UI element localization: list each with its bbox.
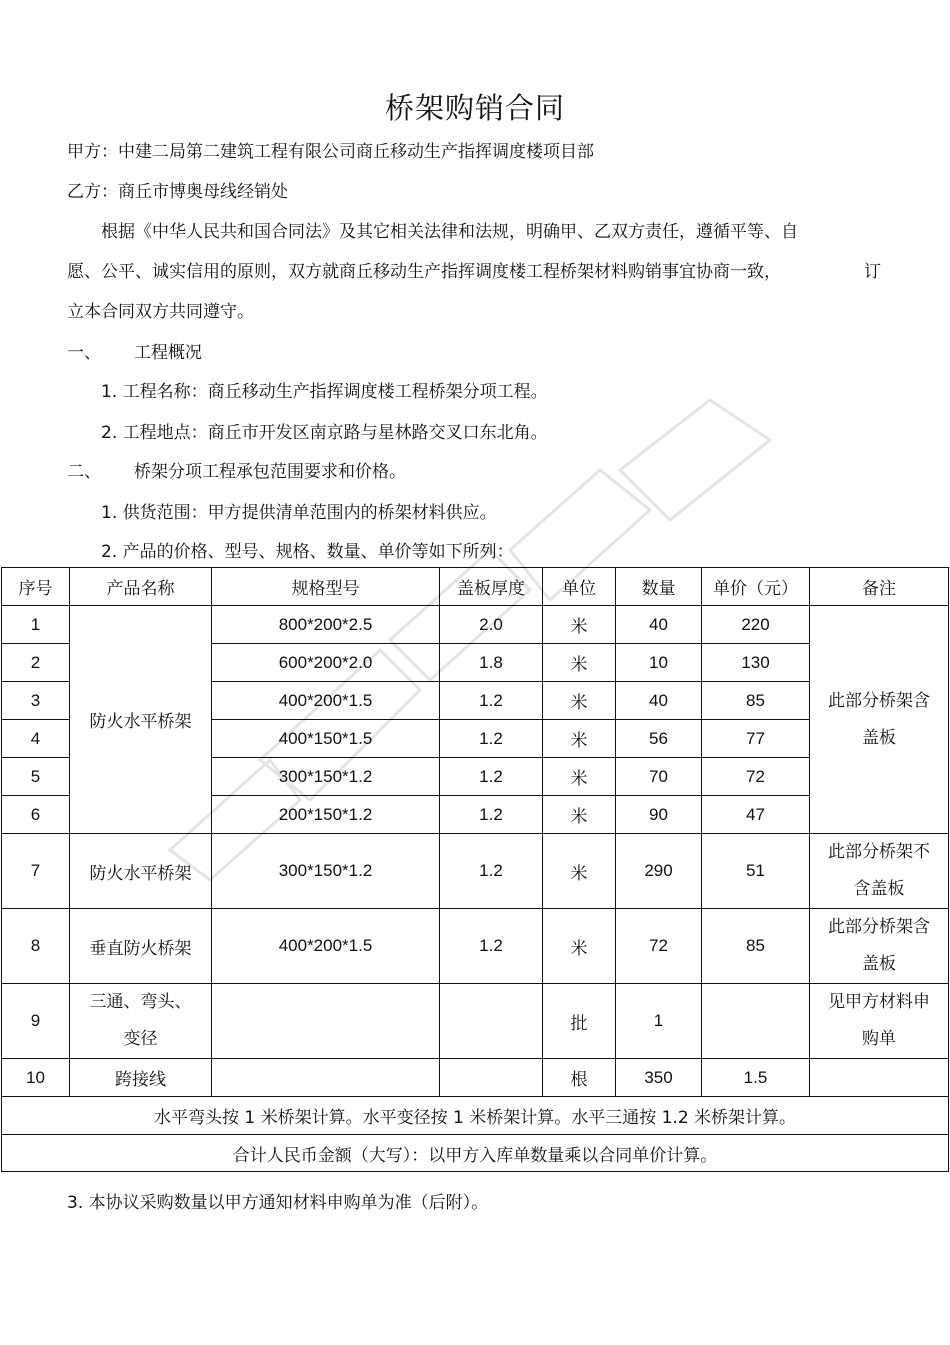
row-price: 51 bbox=[702, 834, 810, 909]
row-no: 7 bbox=[2, 834, 70, 909]
row-thickness: 1.8 bbox=[440, 644, 543, 682]
table-row bbox=[2, 909, 949, 984]
group-product-name: 防火水平桥架 bbox=[70, 606, 212, 834]
row-quantity: 40 bbox=[616, 606, 702, 644]
row-thickness: 1.2 bbox=[440, 758, 543, 796]
row-spec: 800*200*2.5 bbox=[212, 606, 440, 644]
intro-line-1: 根据《中华人民共和国合同法》及其它相关法律和法规，明确甲、乙双方责任，遵循平等、自 bbox=[101, 222, 798, 242]
row-thickness: 1.2 bbox=[440, 909, 543, 984]
row-unit: 米 bbox=[543, 644, 616, 682]
header-name: 产品名称 bbox=[70, 568, 212, 606]
row-price: 85 bbox=[702, 909, 810, 984]
row-spec bbox=[212, 984, 440, 1059]
row-no: 2 bbox=[2, 644, 70, 682]
header-unit: 单位 bbox=[543, 568, 616, 606]
row-unit: 米 bbox=[543, 606, 616, 644]
row-spec: 400*150*1.5 bbox=[212, 720, 440, 758]
row-price: 220 bbox=[702, 606, 810, 644]
row-note bbox=[810, 1059, 949, 1097]
row-note bbox=[810, 834, 949, 909]
row-quantity: 90 bbox=[616, 796, 702, 834]
intro-line-2-end: 订 bbox=[864, 262, 881, 282]
row-quantity: 72 bbox=[616, 909, 702, 984]
row-note-line-2: 购单 bbox=[862, 1029, 896, 1049]
row-thickness: 1.2 bbox=[440, 682, 543, 720]
row-spec: 600*200*2.0 bbox=[212, 644, 440, 682]
header-note: 备注 bbox=[810, 568, 949, 606]
price-table bbox=[1, 567, 949, 1172]
row-quantity: 290 bbox=[616, 834, 702, 909]
row-note-line-2: 含盖板 bbox=[853, 879, 905, 899]
row-quantity: 40 bbox=[616, 682, 702, 720]
row-unit: 米 bbox=[543, 758, 616, 796]
group-note-line-2: 盖板 bbox=[862, 727, 896, 748]
row-spec: 400*200*1.5 bbox=[212, 682, 440, 720]
row-no: 1 bbox=[2, 606, 70, 644]
row-price bbox=[702, 984, 810, 1059]
row-spec bbox=[212, 1059, 440, 1097]
row-no: 8 bbox=[2, 909, 70, 984]
row-thickness bbox=[440, 984, 543, 1059]
row-no: 4 bbox=[2, 720, 70, 758]
row-unit: 米 bbox=[543, 834, 616, 909]
row-price: 85 bbox=[702, 682, 810, 720]
row-price: 72 bbox=[702, 758, 810, 796]
row-product-name bbox=[70, 984, 212, 1059]
row-quantity: 56 bbox=[616, 720, 702, 758]
row-thickness bbox=[440, 1059, 543, 1097]
section-2-item-1: 1. 供货范围：甲方提供清单范围内的桥架材料供应。 bbox=[101, 503, 497, 523]
row-quantity: 70 bbox=[616, 758, 702, 796]
row-no: 10 bbox=[2, 1059, 70, 1097]
section-2-title: 桥架分项工程承包范围要求和价格。 bbox=[134, 462, 406, 482]
row-spec: 300*150*1.2 bbox=[212, 834, 440, 909]
row-note bbox=[810, 909, 949, 984]
total-amount-text: 合计人民币金额（大写）：以甲方入库单数量乘以合同单价计算。 bbox=[2, 1135, 949, 1172]
row-price: 47 bbox=[702, 796, 810, 834]
row-note bbox=[810, 984, 949, 1059]
table-row bbox=[2, 984, 949, 1059]
group-note bbox=[810, 606, 949, 834]
header-no: 序号 bbox=[2, 568, 70, 606]
row-price: 77 bbox=[702, 720, 810, 758]
row-unit: 米 bbox=[543, 720, 616, 758]
table-total-row bbox=[2, 1135, 949, 1172]
row-unit: 批 bbox=[543, 984, 616, 1059]
section-2-item-3: 3. 本协议采购数量以甲方通知材料申购单为准（后附）。 bbox=[67, 1193, 489, 1213]
row-thickness: 1.2 bbox=[440, 720, 543, 758]
fitting-calculation-note: 水平弯头按 1 米桥架计算。水平变径按 1 米桥架计算。水平三通按 1.2 米桥架计算。 bbox=[2, 1097, 949, 1135]
row-spec: 300*150*1.2 bbox=[212, 758, 440, 796]
section-2-item-2: 2. 产品的价格、型号、规格、数量、单价等如下所列： bbox=[101, 542, 514, 562]
row-product-name: 跨接线 bbox=[70, 1059, 212, 1097]
intro-line-3: 立本合同双方共同遵守。 bbox=[67, 302, 254, 322]
row-note-line-1: 此部分桥架不 bbox=[828, 842, 930, 862]
row-quantity: 350 bbox=[616, 1059, 702, 1097]
row-thickness: 2.0 bbox=[440, 606, 543, 644]
row-note-line-1: 见甲方材料申 bbox=[828, 992, 930, 1012]
row-price: 130 bbox=[702, 644, 810, 682]
group-note-line-1: 此部分桥架含 bbox=[828, 690, 930, 711]
row-unit: 米 bbox=[543, 909, 616, 984]
row-spec: 200*150*1.2 bbox=[212, 796, 440, 834]
party-a: 甲方：中建二局第二建筑工程有限公司商丘移动生产指挥调度楼项目部 bbox=[67, 142, 594, 162]
row-no: 9 bbox=[2, 984, 70, 1059]
header-thickness: 盖板厚度 bbox=[440, 568, 543, 606]
header-spec: 规格型号 bbox=[212, 568, 440, 606]
table-note-row bbox=[2, 1097, 949, 1135]
section-1-number: 一、 bbox=[67, 343, 101, 363]
row-no: 3 bbox=[2, 682, 70, 720]
row-price: 1.5 bbox=[702, 1059, 810, 1097]
section-2-number: 二、 bbox=[67, 462, 101, 482]
table-header-row bbox=[2, 568, 949, 606]
row-product-name-line-1: 三通、弯头、 bbox=[89, 992, 192, 1012]
section-1-item-1: 1. 工程名称：商丘移动生产指挥调度楼工程桥架分项工程。 bbox=[101, 382, 548, 402]
section-1-item-2: 2. 工程地点：商丘市开发区南京路与星林路交叉口东北角。 bbox=[101, 423, 548, 443]
row-thickness: 1.2 bbox=[440, 796, 543, 834]
party-b: 乙方：商丘市博奥母线经销处 bbox=[67, 182, 288, 202]
row-spec: 400*200*1.5 bbox=[212, 909, 440, 984]
header-price: 单价（元） bbox=[702, 568, 810, 606]
row-no: 6 bbox=[2, 796, 70, 834]
row-unit: 米 bbox=[543, 682, 616, 720]
row-unit: 根 bbox=[543, 1059, 616, 1097]
row-unit: 米 bbox=[543, 796, 616, 834]
row-note-line-2: 盖板 bbox=[862, 954, 896, 974]
header-quantity: 数量 bbox=[616, 568, 702, 606]
row-quantity: 10 bbox=[616, 644, 702, 682]
row-product-name-line-2: 变径 bbox=[123, 1029, 158, 1049]
intro-line-2: 愿、公平、诚实信用的原则，双方就商丘移动生产指挥调度楼工程桥架材料购销事宜协商一致， bbox=[67, 262, 781, 282]
row-no: 5 bbox=[2, 758, 70, 796]
section-1-title: 工程概况 bbox=[134, 343, 202, 363]
table-row bbox=[2, 1059, 949, 1097]
contract-title: 桥架购销合同 bbox=[384, 91, 565, 125]
table-row bbox=[2, 834, 949, 909]
row-quantity: 1 bbox=[616, 984, 702, 1059]
table-row bbox=[2, 606, 949, 644]
row-thickness: 1.2 bbox=[440, 834, 543, 909]
row-note-line-1: 此部分桥架含 bbox=[828, 917, 930, 937]
row-product-name: 防火水平桥架 bbox=[70, 834, 212, 909]
row-product-name: 垂直防火桥架 bbox=[70, 909, 212, 984]
